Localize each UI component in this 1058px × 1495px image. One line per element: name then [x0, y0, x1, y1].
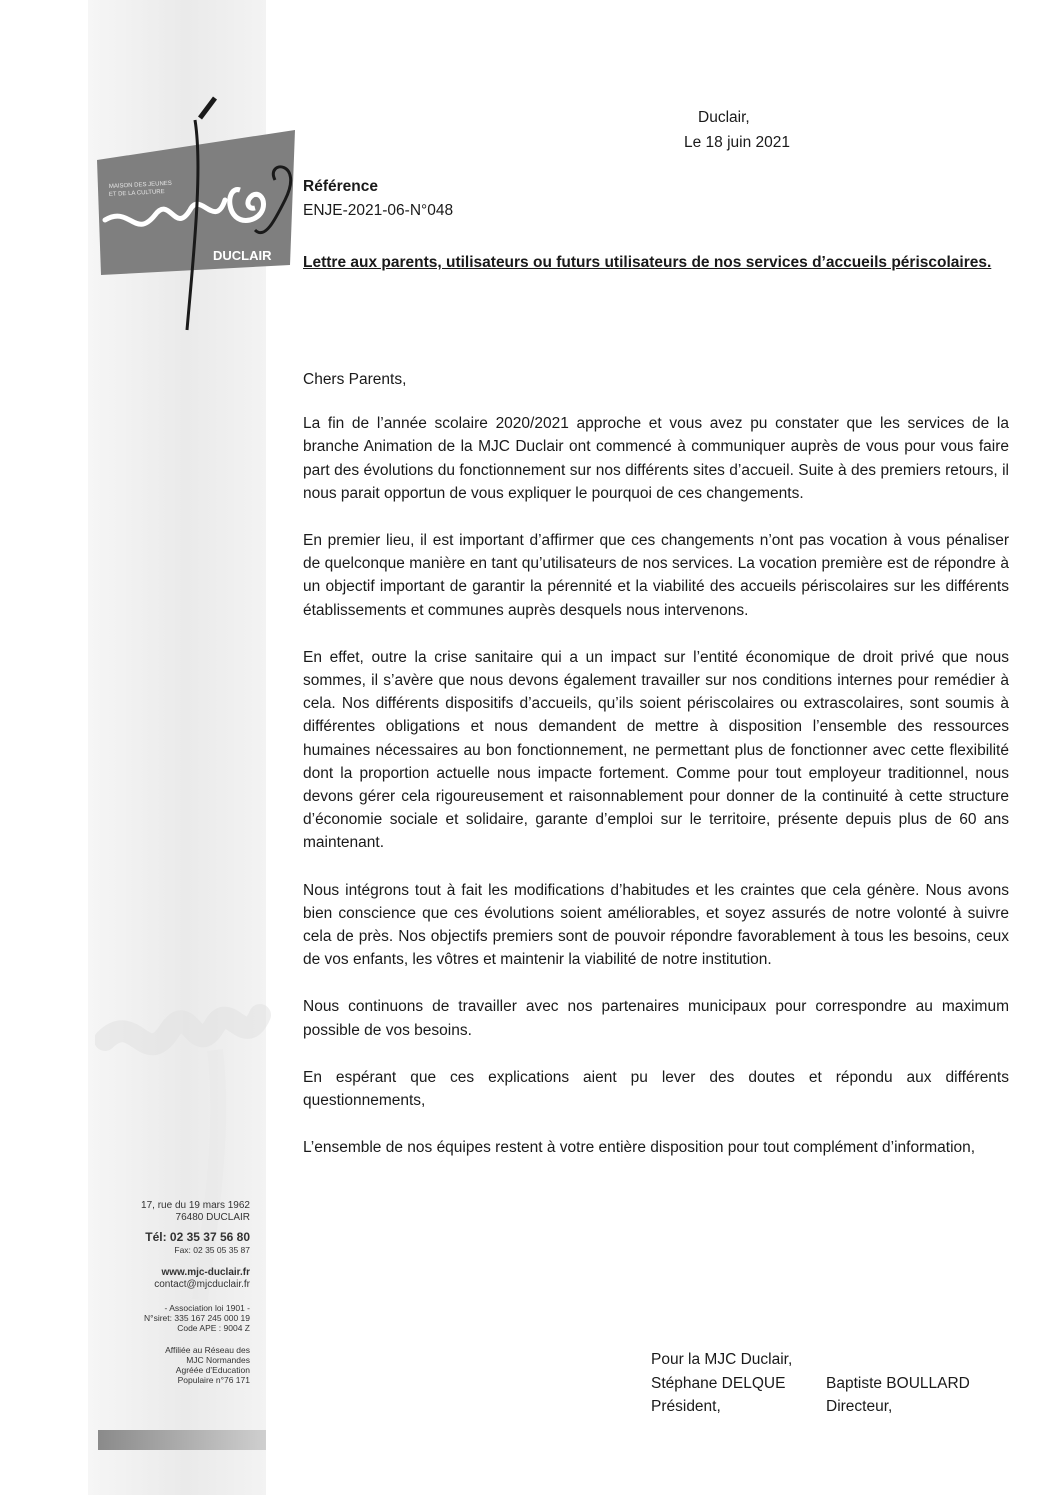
- association-status: - Association loi 1901 -: [164, 1303, 250, 1313]
- address-line: 17, rue du 19 mars 1962: [141, 1200, 250, 1211]
- approval-line: Populaire n°76 171: [177, 1375, 250, 1385]
- siret-number: N°siret: 335 167 245 000 19: [144, 1313, 250, 1323]
- fax-number: Fax: 02 35 05 35 87: [174, 1245, 250, 1255]
- address-line: 76480 DUCLAIR: [175, 1212, 250, 1223]
- signature-left: [651, 1348, 792, 1419]
- reference-label: Référence: [303, 178, 378, 195]
- affiliation-line: Affiliée au Réseau des: [165, 1345, 250, 1355]
- president-title: Président,: [651, 1398, 721, 1416]
- paragraph: L’ensemble de nos équipes restent à votre entière disposition pour tout complément d’information,: [303, 1139, 976, 1157]
- letter-body: [303, 368, 1009, 1183]
- place: Duclair,: [698, 109, 750, 126]
- paragraph: Nous intégrons tout à fait les modifications d’habitudes et les craintes que cela génère. Nous avons bien conscience que ces évolutions soient améliorables, et soyez assurés de notre volonté à suivre cela de près. Nos objectifs premiers sont de pouvoir répondre favorablement à tous les besoins, ceux de vos enfants, les vôtres et maintenir la viabilité de notre institution.: [303, 881, 1009, 969]
- logo-name: DUCLAIR: [213, 248, 272, 263]
- affiliation-line: MJC Normandes: [186, 1355, 250, 1365]
- contact-block: [105, 1200, 250, 1385]
- president-name: Stéphane DELQUE: [651, 1374, 786, 1392]
- place-date: [660, 105, 790, 155]
- ape-code: Code APE : 9004 Z: [177, 1323, 250, 1333]
- signature-for: Pour la MJC Duclair,: [651, 1351, 793, 1368]
- website-link[interactable]: www.mjc-duclair.fr: [161, 1267, 250, 1278]
- reference-block: [303, 175, 453, 223]
- paragraph: En effet, outre la crise sanitaire qui a un impact sur l’entité économique de droit privé que nous sommes, il s’avère que nous devons également travailler sur nos conditions internes pour remédier à cela. Nos différents dispositifs d’accueils, qu’ils soient périscolaires ou extrascolaires, sont soumis à différentes obligations et nous demandent de mettre à disposition l’ensemble des ressources humaines nécessaires au bon fonctionnement, ne permettant plus de fonctionner avec cette flexibilité dont la proportion actuelle nous impacte fortement. Comme pour tout employeur traditionnel, nous devons gérer cela rigoureusement et raisonnablement pour donner de la continuité à cette structure d’économie sociale et solidaire, garante d’emploi sur le territoire, présente depuis plus de 60 ans maintenant.: [303, 648, 1009, 852]
- email-link[interactable]: contact@mjcduclair.fr: [154, 1279, 250, 1290]
- footer-bar: [98, 1430, 266, 1450]
- letter-subject: Lettre aux parents, utilisateurs ou futurs utilisateurs de nos services d’accueils périscolaires.: [303, 254, 992, 271]
- svg-text:ET DE LA CULTURE: ET DE LA CULTURE: [108, 189, 165, 198]
- paragraph: Nous continuons de travailler avec nos partenaires municipaux pour correspondre au maximum possible de vos besoins.: [303, 998, 1009, 1039]
- phone-number: Tél: 02 35 37 56 80: [145, 1230, 250, 1244]
- signature-right: [826, 1372, 970, 1419]
- mjc-logo: [75, 90, 305, 340]
- date: Le 18 juin 2021: [684, 134, 791, 151]
- paragraph: En premier lieu, il est important d’affirmer que ces changements n’ont pas vocation à vous pénaliser de quelconque manière en tant qu’utilisateurs de nos services. La vocation première est de répondre à un objectif important de garantir la pérennité et la viabilité des accueils périscolaires sur les différents établissements et communes auprès desquels nous intervenons.: [303, 532, 1009, 619]
- director-name: Baptiste BOULLARD: [826, 1374, 970, 1392]
- director-title: Directeur,: [826, 1398, 893, 1416]
- greeting: Chers Parents,: [303, 371, 407, 388]
- approval-line: Agréée d’Education: [175, 1365, 250, 1375]
- reference-number: ENJE-2021-06-N°048: [303, 202, 454, 219]
- paragraph: La fin de l’année scolaire 2020/2021 approche et vous avez pu constater que les services de la branche Animation de la MJC Duclair ont commencé à communiquer auprès de vous pour vous faire part des évolutions du fonctionnement sur nos différents sites d’accueil. Suite à des premiers retours, il nous parait opportun de vous expliquer le pourquoi de ces changements.: [303, 415, 1009, 502]
- paragraph: En espérant que ces explications aient pu lever des doutes et répondu aux différents questionnements,: [303, 1068, 1009, 1110]
- logo-small-text: MAISON DES JEUNES: [108, 180, 173, 190]
